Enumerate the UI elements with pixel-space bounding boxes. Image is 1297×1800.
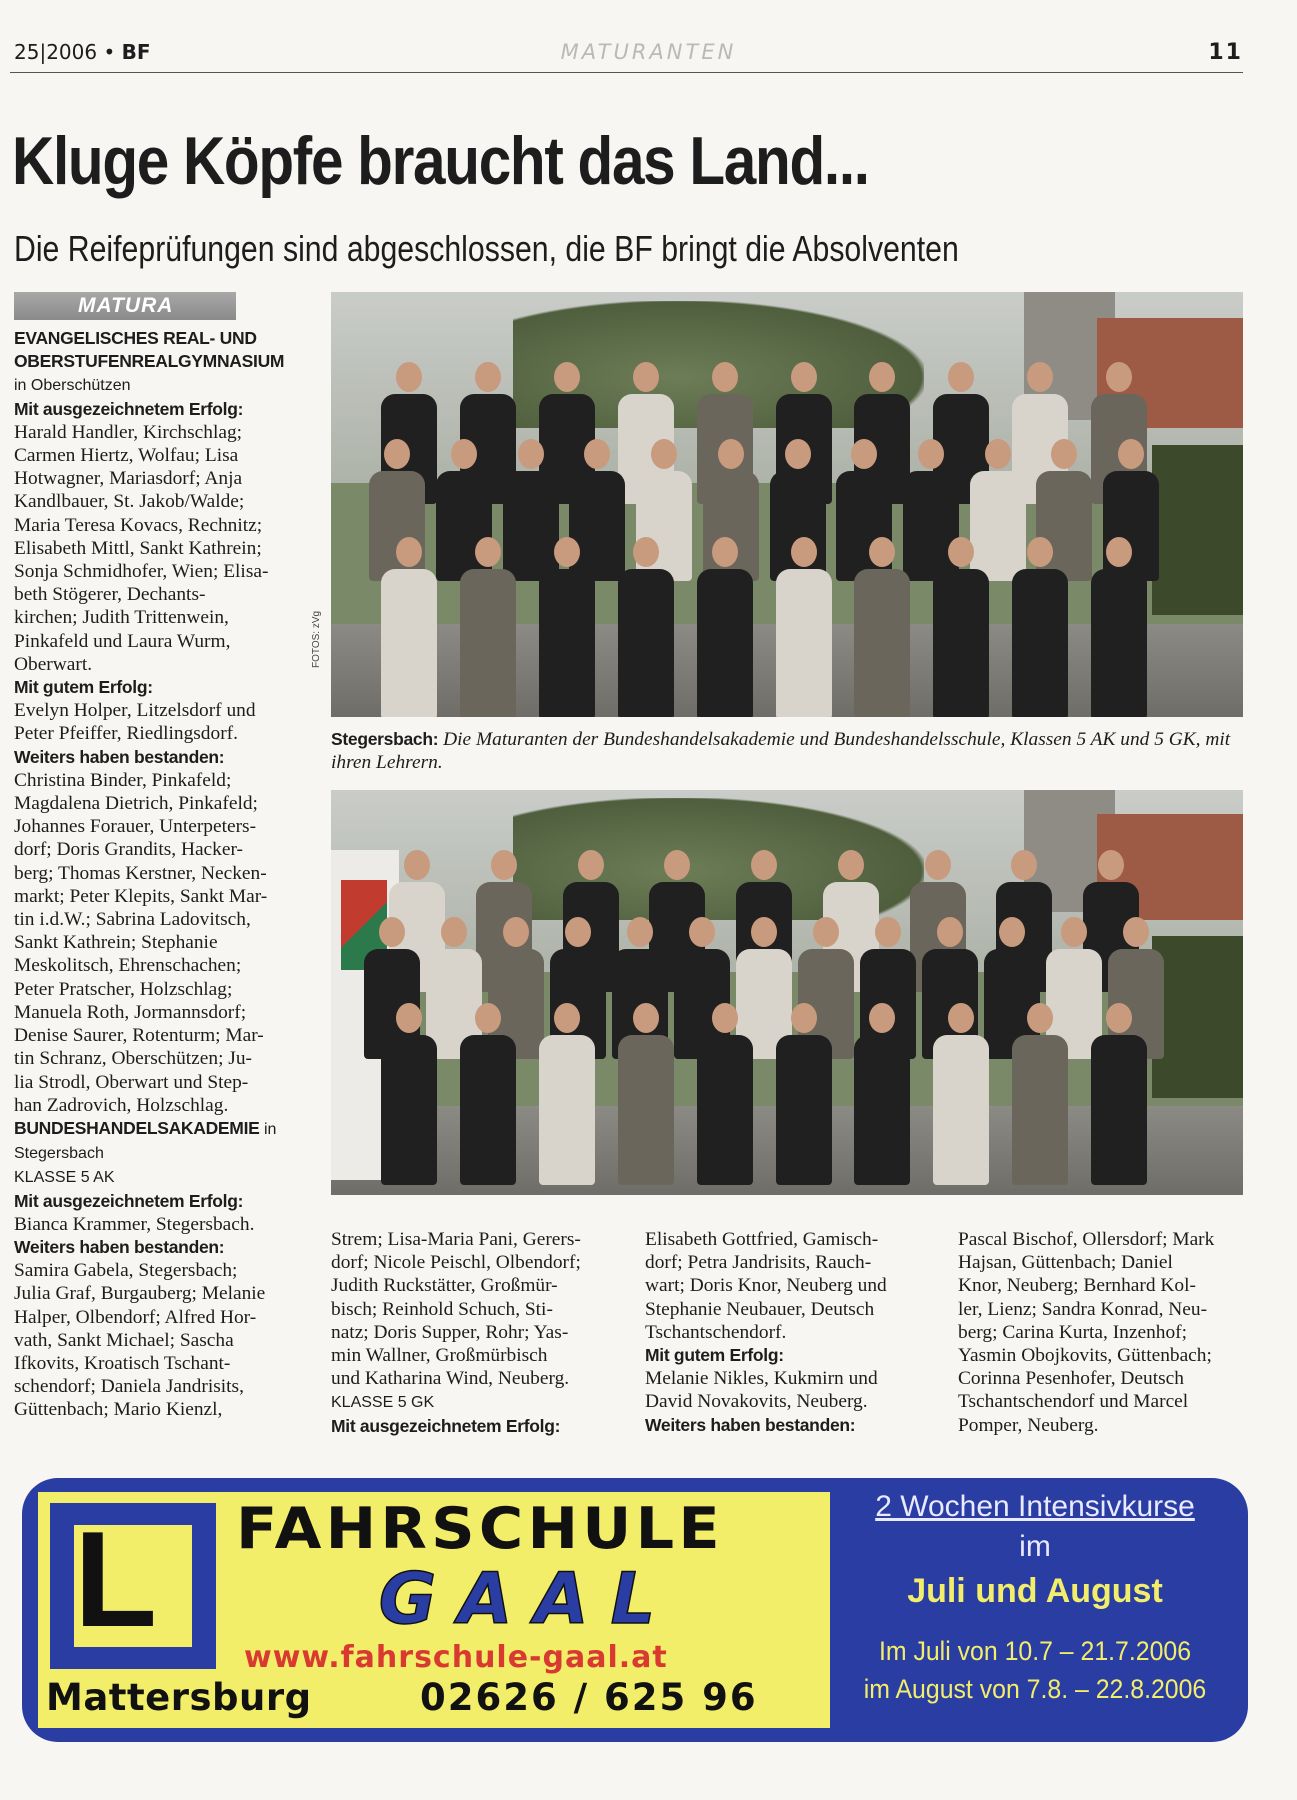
col1-line — [14, 1213, 284, 1236]
text-line: Tschantschendorf. — [645, 1321, 787, 1343]
text-column-3 — [645, 1228, 887, 1437]
person — [1091, 1003, 1147, 1185]
header-divider — [10, 72, 1243, 73]
text-column-1 — [14, 327, 284, 1422]
text-line: Meskolitsch, Ehrenschachen; — [14, 955, 242, 977]
person — [618, 537, 674, 717]
text-line: berg; Carina Kurta, Inzenhof; — [958, 1321, 1188, 1343]
col1-line — [14, 722, 284, 745]
text-line: ler, Lienz; Sandra Konrad, Neu- — [958, 1298, 1208, 1320]
text-line: Kandlbauer, St. Jakob/Walde; — [14, 491, 245, 513]
text-line: Christina Binder, Pinkafeld; — [14, 769, 232, 791]
col4-line — [958, 1228, 1214, 1251]
ad-course-in: im — [1019, 1530, 1051, 1563]
col3-line — [645, 1228, 887, 1251]
col3-line — [645, 1367, 887, 1390]
col1-line — [14, 1071, 284, 1094]
col3-line — [645, 1390, 887, 1413]
col1-line — [14, 838, 284, 861]
text-line: Evelyn Holper, Litzelsdorf und — [14, 700, 256, 722]
text-line: schendorf; Daniela Jandrisits, — [14, 1376, 244, 1398]
col1-line — [14, 1001, 284, 1024]
col4-line — [958, 1251, 1214, 1274]
col3-line — [645, 1298, 887, 1321]
photo-caption — [331, 728, 1243, 774]
col2-line — [331, 1274, 581, 1297]
caption-place: Stegersbach: — [331, 729, 439, 749]
subheading: Mit ausgezeichnetem Erfolg: — [14, 398, 244, 419]
text-line: Tschantschendorf und Marcel — [958, 1391, 1189, 1413]
person — [1091, 537, 1147, 717]
text-line: Strem; Lisa-Maria Pani, Gerers- — [331, 1229, 581, 1250]
headline: Kluge Köpfe braucht das Land... — [12, 123, 869, 199]
col2-line — [331, 1228, 581, 1251]
person — [381, 537, 437, 717]
col1-line — [14, 978, 284, 1001]
text-line: Bianca Krammer, Stegersbach. — [14, 1213, 255, 1235]
text-line: dorf; Petra Jandrisits, Rauch- — [645, 1252, 872, 1274]
subheading: Weiters haben bestanden: — [14, 746, 225, 767]
text-column-2 — [331, 1228, 581, 1438]
col3-line — [645, 1344, 887, 1367]
subheading: Mit ausgezeichnetem Erfolg: — [331, 1415, 561, 1436]
text-line: bisch; Reinhold Schuch, Sti- — [331, 1298, 553, 1320]
col1-line — [14, 1352, 284, 1375]
text-line: Oberwart. — [14, 653, 93, 675]
person — [1012, 537, 1068, 717]
col1-line — [14, 699, 284, 722]
col1-line — [14, 746, 284, 769]
subheading: BUNDESHANDELSAKADEMIE — [14, 1117, 260, 1138]
page-number: 11 — [1208, 40, 1243, 65]
col3-line — [645, 1414, 887, 1437]
text-line: Pinkafeld und Laura Wurm, — [14, 630, 231, 652]
person — [1012, 1003, 1068, 1185]
ad-website-link[interactable]: www.fahrschule-gaal.at — [244, 1640, 668, 1675]
subheading: Mit gutem Erfolg: — [14, 677, 153, 698]
col2-line — [331, 1415, 581, 1438]
col1-line — [14, 467, 284, 490]
col1-line — [14, 630, 284, 653]
person — [539, 537, 595, 717]
text-line: vath, Sankt Michael; Sascha — [14, 1329, 234, 1351]
col3-line — [645, 1251, 887, 1274]
text-line: Maria Teresa Kovacs, Rechnitz; — [14, 514, 263, 536]
col3-line — [645, 1274, 887, 1297]
text-line: markt; Peter Klepits, Sankt Mar- — [14, 885, 268, 907]
col4-line — [958, 1321, 1214, 1344]
text-line: tin i.d.W.; Sabrina Ladovitsch, — [14, 909, 251, 931]
text-line: Ifkovits, Kroatisch Tschant- — [14, 1352, 231, 1374]
text-line: Elisabeth Gottfried, Gamisch- — [645, 1229, 879, 1250]
text-line: kirchen; Judith Trittenwein, — [14, 607, 229, 629]
person — [381, 1003, 437, 1185]
text-line: beth Stögerer, Dechants- — [14, 584, 206, 606]
text-line: Pascal Bischof, Ollersdorf; Mark — [958, 1229, 1215, 1250]
learner-l-letter: L — [74, 1503, 158, 1655]
text-line: tin Schranz, Oberschützen; Ju- — [14, 1048, 252, 1070]
person — [460, 1003, 516, 1185]
col1-line — [14, 815, 284, 838]
ad-phone: 02626 / 625 96 — [420, 1676, 758, 1719]
col1-line — [14, 1259, 284, 1282]
ad-title: FAHRSCHULE — [236, 1496, 724, 1562]
text-line: Carmen Hiertz, Wolfau; Lisa — [14, 445, 239, 467]
col1-line — [14, 908, 284, 931]
col1-line — [14, 676, 284, 699]
col3-line — [645, 1321, 887, 1344]
col1-line — [14, 1190, 284, 1213]
col1-line — [14, 1117, 284, 1141]
text-line: KLASSE 5 AK — [14, 1169, 115, 1187]
col1-line — [14, 327, 284, 350]
col1-line — [14, 537, 284, 560]
text-line: Sonja Schmidhofer, Wien; Elisa- — [14, 561, 269, 583]
col1-line — [14, 560, 284, 583]
col1-line — [14, 792, 284, 815]
col1-line — [14, 1236, 284, 1259]
text-line: Stegersbach — [14, 1145, 104, 1163]
col1-line — [14, 606, 284, 629]
person — [697, 1003, 753, 1185]
col2-line — [331, 1367, 581, 1390]
text-line: Elisabeth Mittl, Sankt Kathrein; — [14, 537, 262, 559]
text-line: Yasmin Obojkovits, Güttenbach; — [958, 1345, 1212, 1367]
col1-line — [14, 1165, 284, 1189]
col1-line — [14, 1094, 284, 1117]
col1-line — [14, 490, 284, 513]
person — [854, 1003, 910, 1185]
col2-line — [331, 1344, 581, 1367]
ad-july-dates: Im Juli von 10.7 – 21.7.2006 — [878, 1636, 1192, 1666]
person — [776, 1003, 832, 1185]
text-line: Güttenbach; Mario Kienzl, — [14, 1399, 223, 1421]
col1-line — [14, 514, 284, 537]
subheading: Mit ausgezeichnetem Erfolg: — [14, 1190, 244, 1211]
subheading-tail: in — [259, 1120, 277, 1138]
text-line: natz; Doris Supper, Rohr; Yas- — [331, 1321, 569, 1343]
col1-line — [14, 1282, 284, 1305]
section-title: MATURANTEN — [560, 40, 737, 64]
publication-brand: BF — [121, 40, 151, 64]
person — [618, 1003, 674, 1185]
col1-line — [14, 769, 284, 792]
col1-line — [14, 862, 284, 885]
photo-credit: FOTOS: zVg — [311, 610, 322, 668]
col1-line — [14, 1398, 284, 1421]
col1-line — [14, 583, 284, 606]
text-line: Judith Ruckstätter, Großmür- — [331, 1275, 558, 1297]
text-line: dorf; Doris Grandits, Hacker- — [14, 839, 243, 861]
photo-people — [358, 335, 1170, 684]
text-line: Manuela Roth, Jormannsdorf; — [14, 1001, 247, 1023]
col1-line — [14, 1024, 284, 1047]
text-line: Melanie Nikles, Kukmirn und — [645, 1368, 878, 1390]
text-line: Peter Pfeiffer, Riedlingsdorf. — [14, 723, 238, 745]
col1-line — [14, 421, 284, 444]
person — [776, 537, 832, 717]
text-line: Samira Gabela, Stegersbach; — [14, 1260, 238, 1282]
text-line: Harald Handler, Kirchschlag; — [14, 421, 243, 443]
text-line: Hajsan, Güttenbach; Daniel — [958, 1252, 1173, 1274]
col1-line — [14, 444, 284, 467]
subheading: Weiters haben bestanden: — [14, 1236, 225, 1257]
text-line: und Katharina Wind, Neuberg. — [331, 1368, 570, 1390]
col2-line — [331, 1321, 581, 1344]
col1-line — [14, 1047, 284, 1070]
col4-line — [958, 1414, 1214, 1437]
text-line: Stephanie Neubauer, Deutsch — [645, 1298, 875, 1320]
person — [933, 1003, 989, 1185]
col4-line — [958, 1298, 1214, 1321]
person — [539, 1003, 595, 1185]
col1-line — [14, 931, 284, 954]
text-line: Sankt Kathrein; Stephanie — [14, 932, 218, 954]
ad-city: Mattersburg — [46, 1676, 312, 1719]
col1-line — [14, 350, 284, 373]
col1-line — [14, 653, 284, 676]
group-photo-1 — [331, 292, 1243, 717]
text-line: min Wallner, Großmürbisch — [331, 1345, 548, 1367]
subheadline: Die Reifeprüfungen sind abgeschlossen, die BF bringt die Absolventen — [14, 228, 959, 269]
ad-course-months: Juli und August — [907, 1572, 1163, 1610]
text-line: Julia Graf, Burgauberg; Melanie — [14, 1283, 266, 1305]
col1-line — [14, 885, 284, 908]
text-line: Magdalena Dietrich, Pinkafeld; — [14, 793, 258, 815]
col2-line — [331, 1298, 581, 1321]
ad-brand-text: GAAL — [378, 1558, 678, 1640]
issue-number: 25|2006 • — [14, 40, 116, 64]
text-line: David Novakovits, Neuberg. — [645, 1391, 868, 1413]
col1-line — [14, 1329, 284, 1352]
col1-line — [14, 1141, 284, 1165]
col2-line — [331, 1251, 581, 1274]
text-line: Johannes Forauer, Unterpeters- — [14, 816, 257, 838]
text-line: Pomper, Neuberg. — [958, 1414, 1099, 1436]
subheading: Weiters haben bestanden: — [645, 1414, 856, 1435]
person — [697, 537, 753, 717]
col4-line — [958, 1390, 1214, 1413]
ad-august-dates: im August von 7.8. – 22.8.2006 — [863, 1674, 1207, 1704]
col4-line — [958, 1344, 1214, 1367]
subheading: OBERSTUFENREALGYMNASIUM — [14, 351, 285, 372]
person — [854, 537, 910, 717]
text-line: in Oberschützen — [14, 377, 131, 395]
photo-people — [358, 831, 1170, 1163]
text-column-4 — [958, 1228, 1214, 1437]
col4-line — [958, 1367, 1214, 1390]
subheading: EVANGELISCHES REAL- UND — [14, 328, 257, 348]
text-line: Corinna Pesenhofer, Deutsch — [958, 1368, 1184, 1390]
matura-badge: MATURA — [14, 292, 236, 320]
text-line: Denise Saurer, Rotenturm; Mar- — [14, 1025, 264, 1047]
col1-line — [14, 1375, 284, 1398]
text-line: han Zadrovich, Holzschlag. — [14, 1094, 229, 1116]
caption-text: Die Maturanten der Bundeshandelsakademie und Bundeshandelsschule, Klassen 5 AK und 5 GK, mit ihren Lehrern. — [331, 729, 1231, 774]
text-line: berg; Thomas Kerstner, Necken- — [14, 862, 267, 884]
learner-l-icon — [50, 1503, 216, 1669]
text-line: KLASSE 5 GK — [331, 1394, 435, 1412]
text-line: dorf; Nicole Peischl, Olbendorf; — [331, 1252, 581, 1274]
col2-line — [331, 1390, 581, 1414]
person — [933, 537, 989, 717]
text-line: wart; Doris Knor, Neuberg und — [645, 1275, 887, 1297]
col1-line — [14, 1306, 284, 1329]
text-line: Halper, Olbendorf; Alfred Hor- — [14, 1306, 257, 1328]
person — [460, 537, 516, 717]
text-line: lia Strodl, Oberwart und Step- — [14, 1071, 249, 1093]
col1-line — [14, 373, 284, 397]
text-line: Hotwagner, Mariasdorf; Anja — [14, 468, 243, 490]
ad-brand-logo — [258, 1560, 798, 1638]
group-photo-2 — [331, 790, 1243, 1195]
text-line: Knor, Neuberg; Bernhard Kol- — [958, 1275, 1196, 1297]
col4-line — [958, 1274, 1214, 1297]
text-line: Peter Pratscher, Holzschlag; — [14, 978, 233, 1000]
ad-course-title: 2 Wochen Intensivkurse — [875, 1490, 1195, 1523]
col1-line — [14, 954, 284, 977]
col1-line — [14, 398, 284, 421]
subheading: Mit gutem Erfolg: — [645, 1345, 784, 1366]
